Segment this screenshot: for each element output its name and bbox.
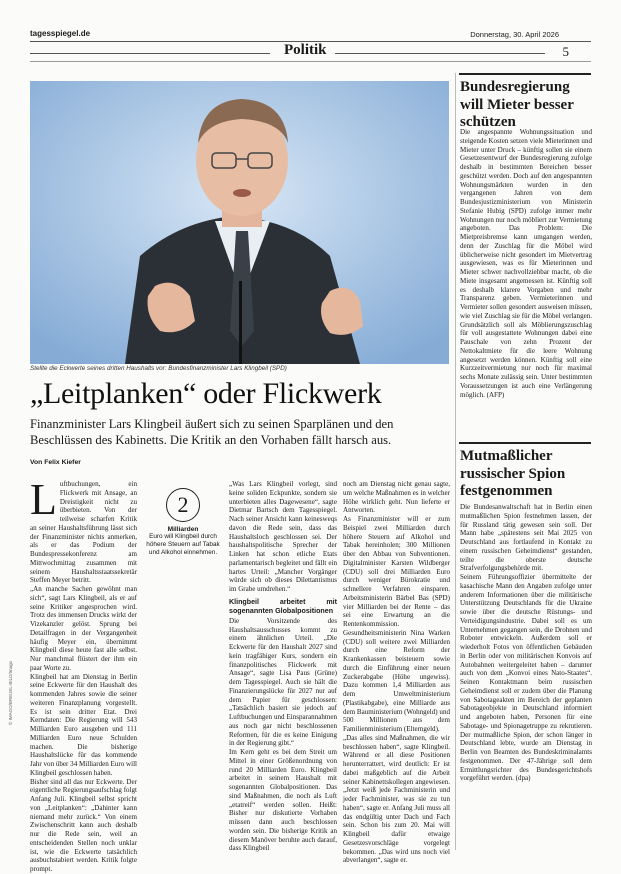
paragraph: As Finanzminister will er zum Beispiel zwei Milliarden durch höhere Steuern auf Alkohol und Tabak hereinholen; 300 Millionen über den Abbau von Subventionen. Digitalminister Karsten Wildberger (CDU) soll drei Milliarden Euro durch weniger Bürokratie und schnellere Verfahren einsparen. Arbeitsministerin Bärbel Bas (SPD) vier Milliarden bei der Rente – das sei eine Erwartung an die Rentenkommission. Gesundheitsministerin Nina Warken (CDU) soll weitere zwei Milliarden durch eine Reform der Krankenkassen beisteuern sowie durch die Einführung einer neuen Zuckerabgabe (Höhe ungewiss). Dazu kommen 1,4 Milliarden aus dem Umweltministerium (Plastikabgabe), eine Milliarde aus dem Bauministerium (Wohngeld) und 500 Millionen aus dem Familienministerium (Elterngeld). — [343, 515, 450, 733]
page-number: 5 — [562, 44, 569, 59]
paragraph: noch am Dienstag nicht genau sagte, um welche Maßnahmen es in welcher Höhe wirklich geht. Nun lieferte er Antworten. — [343, 480, 450, 515]
portrait-illustration — [30, 81, 449, 364]
section-rule-left — [30, 53, 270, 54]
paragraph: „Was Lars Klingbeil vorlegt, sind keine soliden Eckpunkte, sondern sie unterbieten alles Dagewesene“, sagte Dietmar Bartsch dem Tagesspiegel. Nach seiner Ansicht kann keinesweqs davon die Rede sein, dass das Haushaltsloch geschlossen sei. Der haushaltspolitische Sprecher der Linken hat schon etliche Etats parlamentarisch begleitet und fällt ein hartes Urteil: „Mancher Vorgänger würde sich ob dieses Dilettantismus im Grabe umdrehen.“ — [229, 480, 337, 593]
photo-caption: Stellte die Eckwerte seines dritten Haushalts vor: Bundesfinanzminister Lars Klingbeil (SPD) — [30, 365, 287, 372]
stat-text: Euro will Klingbeil durch höhere Steuern auf Tabak und Alkohol einnehmen. — [146, 533, 220, 556]
lead-photo — [30, 81, 449, 364]
paragraph: „Das alles sind Maßnahmen, die wir beschlossen haben“, sagte Klingbeil. Während er all diese Positionen herunterrattert, wird deutlich: Er ist dabei maßgeblich auf die Arbeit seiner Kabinettskollegen angewiesen. „Jetzt weiß jede Fachministerin und jeder Fachminister, was sie zu tun haben“, sagte er. Anfang Juli muss all das endgültig unter Dach und Fach sein. Schon bis zum 20. Mai will Klingbeil dafür etwaige Gesetzesvorschläge vorgelegt bekommen. „Das wird uns noch viel abverlangen“, sagte er. — [343, 733, 450, 865]
paragraph: Die Vorsitzende des Haushaltsausschusses kommt zu einem ähnlichen Urteil. „Die Eckwerte für den Haushalt 2027 sind kein tragfähiger Kurs, sondern ein finanzpolitisches Flickwerk mit Ansage“, sagte Lisa Paus (Grüne) dem Tagesspiegel. Auch sie hält die Finanzierungslücke für 2027 nur auf dem Papier für geschlossen: „Tatsächlich basiert sie jedoch auf Luftbuchungen und Einsparannahmen aus noch gar nicht beschlossenen Reformen, für die es keine Einigung in der Regierung gibt.“ — [229, 616, 337, 748]
column-divider — [455, 73, 456, 850]
sidebar-headline: Mutmaßlicher russischer Spion festgenommen — [460, 448, 566, 499]
sidebar-headline: Bundesregierung will Mieter besser schützen — [460, 79, 574, 130]
byline: Von Felix Kiefer — [30, 459, 81, 466]
stat-box — [143, 488, 223, 557]
sidebar-rule — [459, 73, 591, 75]
article-column-3 — [343, 480, 450, 865]
header-rule-bottom — [30, 61, 591, 62]
paragraph: Bisher sind all das nur Eckwerte. Der eigentliche Regierungsaufschlag folgt Anfang Juli. Klingbeil selbst spricht von „Leitplanken“: „Dahinter kann niemand mehr zurück.“ Von einem Zwischenschritt kann auch deshalb nur die Rede sein, weil an entscheidenden Stellen noch unklar ist, wie die Eckwerte tatsächlich ausbuchstabiert werden. Kritik folgte prompt. — [30, 777, 137, 873]
paragraph: Seinem Führungsoffizier übermittelte der kasachische Mann den Angaben zufolge unter anderem Informationen über die militärische Unterstützung Deutschlands für die Ukraine sowie über die deutsche Rüstungs- und Verteidigungsindustrie. Dabei soll es um Unternehmen gegangen sein, die Drohnen und Roboter entwickeln. Außerdem soll er wiederholt Fotos von öffentlichen Gebäuden in Berlin oder von militärischen Konvois auf Autobahnen weitergeleitet haben – darunter auch von dem „Konvoi eines Nato-Staates“. Seinen Kontaktmann beim russischen Geheimdienst soll er zudem über die Planung von Sabotageakten im Bereich der geplanten Sabotageobjekte in Deutschland informiert und angeboten haben, Personen für eine Sabotage- und Spionagetruppe zu rekrutieren. Der mutmaßliche Spion, der schon länger in Deutschland lebte, wurde am Dienstag in Berlin von Beamten des Bundeskriminalamts festgenommen. Der 47-Jährige soll dem Ermittlungsrichter des Bundesgerichtshofs vorgeführt werden. (dpa) — [460, 573, 592, 783]
section-title: Politik — [284, 42, 327, 58]
paragraph: Im Kern geht es bei dem Streit um Mittel in einer Größenordnung von rund 20 Milliarden Euro. Klingbeil arbeitet in seinem Haushalt mit sogenannten Globalpositionen. Das sind Maßnahmen, die noch als Luft „etatreif“ werden sollen. Heißt: Bisher nur diskutierte Vorhaben müssen dann auch beschlossen worden sein. Die bisherige Kritik an diesem Manöver beruhte auch darauf, dass Klingbeil — [229, 748, 337, 853]
stat-label: Milliarden — [167, 526, 199, 533]
article-headline: „Leitplanken“ oder Flickwerk — [30, 377, 382, 410]
section-rule-right — [335, 53, 545, 54]
site-name: tagesspiegel.de — [30, 29, 91, 38]
paragraph: Die Bundesanwaltschaft hat in Berlin einen mutmaßlichen Spion festnehmen lassen, der für Russland tätig gewesen sein soll. Der Mann habe „spätestens seit Mai 2025 von Deutschland aus fortlaufend in Kontakt zu einem russischen Geheimdienst“ gestanden, teilte die oberste deutsche Strafverfolgungsbehörde mit. — [460, 503, 592, 573]
article-column-1 — [30, 475, 137, 873]
sidebar-rule — [459, 442, 591, 444]
sidebar-body — [460, 503, 592, 851]
paragraph: uftbuchungen, ein Flickwerk mit Ansage, an Dreistigkeit nicht zu überbieten. Von der teilweise scharfen Kritik an seiner Haushaltsführung lässt sich der Finanzminister nichts anmerken, als er das Podium der Bundespressekonferenz am Mittwochmittag zusammen mit seinem Haushaltsstaatssekretär Steffen Meyer betritt. — [30, 480, 137, 585]
photo-credit: © IMAGO/BREUEL-BILD/Imago — [8, 660, 13, 725]
paragraph: Die angespannte Wohnungssituation und steigende Kosten setzen viele Mieterinnen und Mieter unter Druck – künftig sollen sie einem Gesetzesentwurf der Bundesregierung zufolge deshalb in bestimmten Bereichen besser geschützt werden. Doch auf den angespannten Wohnungsmärkten wurden in den vergangenen Jahren von dem Bundesjustizministerium von Ministerin Stefanie Hubig (SPD) zufolge immer mehr Wohnungen nur noch möbliert zur Vermietung angeboten. Das Problem: Die Mietpreisbremse kann umgangen werden, denn der Zuschlag für die Möbel wird üblicherweise nicht gesondert im Mietvertrag ausgewiesen, was es für Mieterinnen und Mieter schwer nachvollziehbar macht, ob die Miete insgesamt angemessen ist. Künftig soll es deshalb klarere Vorgaben und mehr Transparenz geben. Vermieterinnen und Vermieter sollen gesondert ausweisen müssen, wie viel Zuschlag sie für die Möbel verlangen. Grundsätzlich soll als Möblierungszuschlag für voll ausgestattete Wohnungen dabei eine Pauschale von zehn Prozent der Nettokaltmiete für die leere Wohnung angesetzt werden können. Künftig soll eine Kurzzeitvermietung nur noch für maximal sechs Monate zulässig sein. Unter bestimmten Voraussetzungen ist auch eine Verlängerung möglich. (AFP) — [460, 128, 592, 399]
issue-date: Donnerstag, 30. April 2026 — [470, 30, 559, 39]
dropcap: L — [30, 475, 57, 524]
article-column-2 — [229, 480, 337, 853]
paragraph: „An manche Sachen gewöhnt man sich“, sagt Lars Klingbeil, als er auf seine Kritiker angesprochen wird. Trotz des immensen Drucks wirkt der Vizekanzler gelöst. Sprung bei Detailfragen in der Vergangenheit häufig Meyer ein, übernimmt Klingbeil diese heute fast alle selbst. Nur manchmal flüstert der ihm ein paar Worte zu. — [30, 585, 137, 672]
subheading: Klingbeil arbeitet mit sogenannten Globalpositionen — [229, 597, 337, 615]
paragraph: Klingbeil hat am Dienstag in Berlin seine Eckwerte für den Haushalt des kommenden Jahres sowie die seiner weiteren Finanzplanung vorgestellt. Es ist sein dritter Etat. Drei Kerndaten: Die Regierung will 543 Milliarden Euro ausgeben und 111 Milliarden Euro neue Schulden machen. Die bisherige Haushaltslücke für das kommende Jahr von über 34 Milliarden Euro will Klingbeil geschlossen haben. — [30, 672, 137, 777]
stat-number: 2 — [166, 488, 200, 522]
sidebar-body — [460, 128, 592, 433]
article-dek: Finanzminister Lars Klingbeil äußert sich zu seinen Sparplänen und den Beschlüssen des Kabinetts. Die Kritik an den Vorhaben fällt harsch aus. — [30, 417, 394, 447]
